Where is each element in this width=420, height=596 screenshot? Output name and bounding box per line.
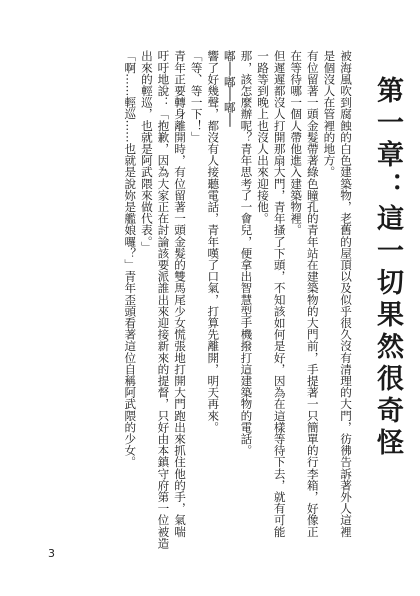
text-line: 青年正要轉身離開時，有位留著一頭金髮的雙馬尾少女慌張地打開大門跑出來抓住他的手，氣喘 xyxy=(173,50,188,538)
text-line: 吁吁地說：「抱歉，因為大家正在討論該要派誰出來迎接新來的提督，只好由本鎮守府第一位被造 xyxy=(156,50,171,549)
text-line: 是個沒人在管裡的地方。 xyxy=(322,50,337,178)
text-line: 在等待哪一個人帶他進入建築物裡。 xyxy=(289,50,304,236)
text-line: 一路等到晚上也沒人出來迎接他。 xyxy=(256,50,271,224)
text-line: 但遲遲都沒人打開那扇大門，青年搔了下頭，不知該如何是好，因為在這樣等待下去，就有可能 xyxy=(272,50,287,538)
chapter-title: 第一章：這一切果然很奇怪 xyxy=(372,76,403,460)
page-number: 3 xyxy=(48,547,55,560)
text-line: 有位留著一頭金髮帶著綠色瞳孔的青年站在建築物的大門前，手提著一只簡單的行李箱，好像正 xyxy=(305,50,320,538)
text-line: 那，該怎麼辦呢？青年思考了一會兒，便拿出智慧型手機撥打這建築物的電話。 xyxy=(239,50,254,456)
text-line: 出來的輕巡，也就是阿武隈來做代表。」 xyxy=(139,50,154,253)
text-line: 被海風吹到腐蝕的白色建築物，老舊的屋頂以及似乎很久沒有清理的大門，彷彿告訴著外人這裡 xyxy=(339,50,353,538)
vertical-text-block xyxy=(62,50,404,550)
text-line: 嘟──嘟──嘟── xyxy=(222,50,237,127)
text-line: 「啊……輕巡……也就是說妳是艦娘囉？」青年歪頭看著這位自稱阿武隈的少女。 xyxy=(123,50,138,468)
text-line: 「等、等一下！」 xyxy=(189,50,204,143)
text-line: 響了好幾聲，都沒有人接聽電話，青年嘆了口氣，打算先離開，明天再來。 xyxy=(206,50,221,433)
title-gap xyxy=(354,50,362,550)
